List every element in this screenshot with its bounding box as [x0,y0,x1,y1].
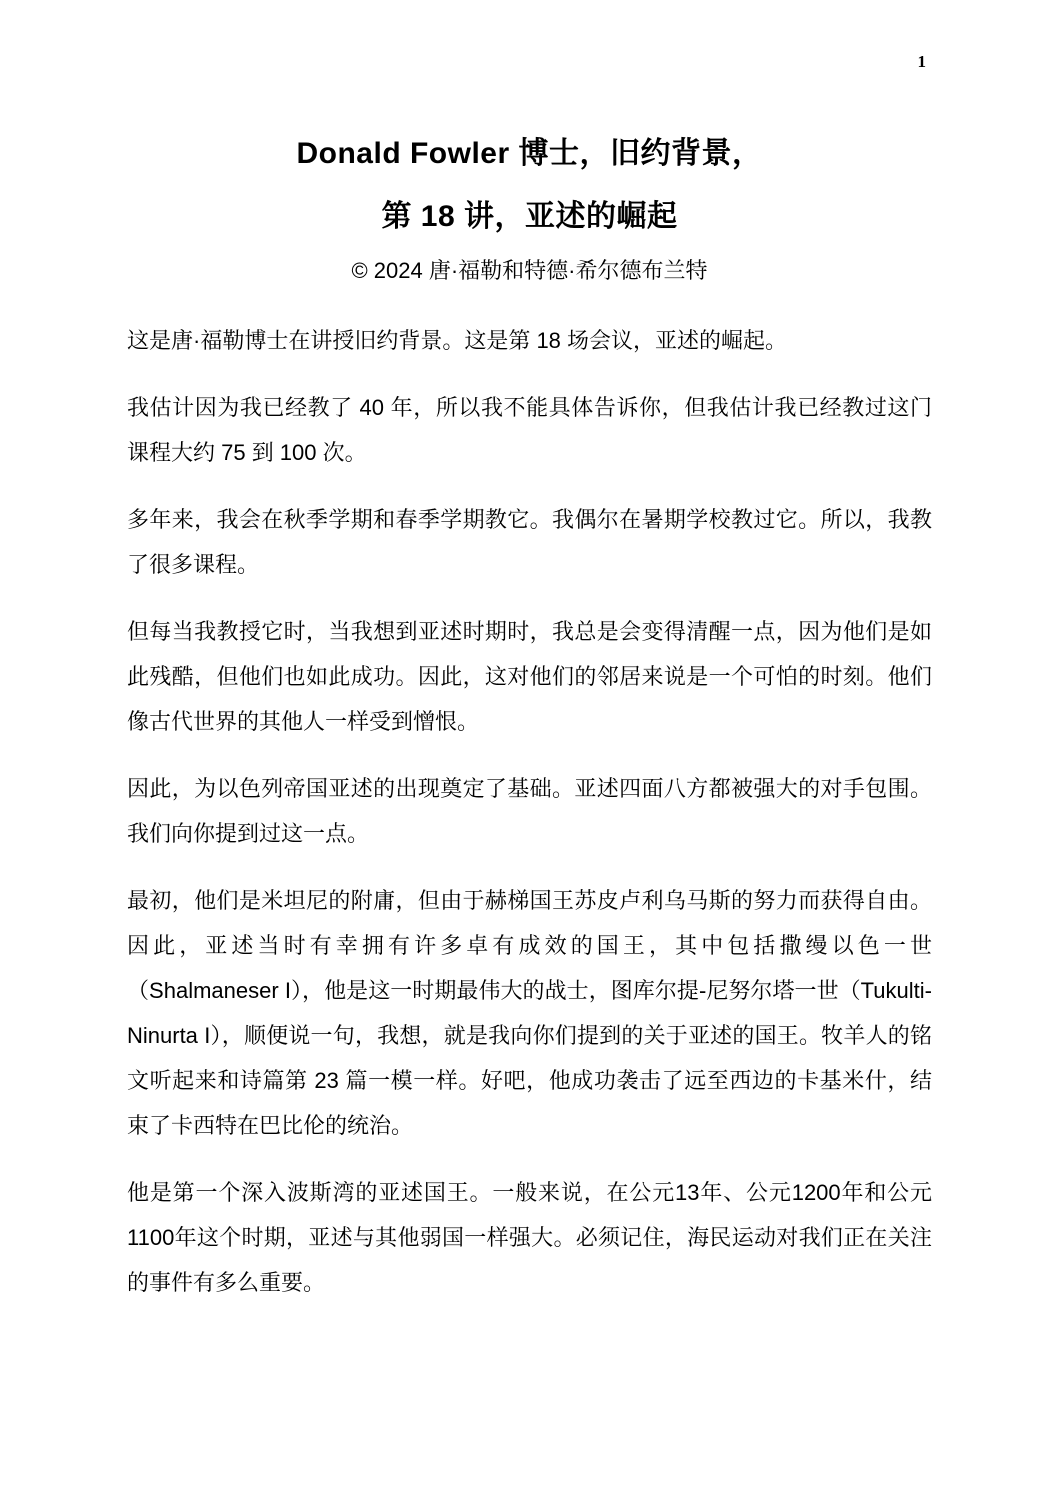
document-title-line-1: Donald Fowler 博士，旧约背景， [296,137,763,170]
paragraph-5: 因此，为以色列帝国亚述的出现奠定了基础。亚述四面八方都被强大的对手包围。我们向你提到过这一点。 [127,776,932,846]
document-header [127,122,932,293]
paragraph-4: 但每当我教授它时，当我想到亚述时期时，我总是会变得清醒一点，因为他们是如此残酷，但他们也如此成功。因此，这对他们的邻居来说是一个可怕的时刻。他们像古代世界的其他人一样受到憎恨。 [127,619,932,734]
document-body [127,318,932,1305]
paragraph-7: 他是第一个深入波斯湾的亚述国王。一般来说，在公元13年、公元1200年和公元1100年这个时期，亚述与其他弱国一样强大。必须记住，海民运动对我们正在关注的事件有多么重要。 [127,1180,932,1295]
copyright-line: © 2024 唐·福勒和特德·希尔德布兰特 [351,258,708,283]
paragraph-6: 最初，他们是米坦尼的附庸，但由于赫梯国王苏皮卢利乌马斯的努力而获得自由。因此，亚述当时有幸拥有许多卓有成效的国王，其中包括撒缦以色一世（Shalmaneser I），他是这一时期最伟大的战士，图库尔提-尼努尔塔一世（Tukulti-Ninurta I），顺便说一句，我想，就是我向你们提到的关于亚述的国王。牧羊人的铭文听起来和诗篇第 23 篇一模一样。好吧，他成功袭击了远至西边的卡基米什，结束了卡西特在巴比伦的统治。 [127,888,932,1138]
paragraph-2: 我估计因为我已经教了 40 年，所以我不能具体告诉你，但我估计我已经教过这门课程大约 75 到 100 次。 [127,395,932,465]
document-title-line-2: 第 18 讲，亚述的崛起 [381,200,678,233]
paragraph-1: 这是唐·福勒博士在讲授旧约背景。这是第 18 场会议，亚述的崛起。 [127,328,788,353]
paragraph-3: 多年来，我会在秋季学期和春季学期教它。我偶尔在暑期学校教过它。所以，我教了很多课程。 [127,507,932,577]
page-number: 1 [917,52,926,71]
